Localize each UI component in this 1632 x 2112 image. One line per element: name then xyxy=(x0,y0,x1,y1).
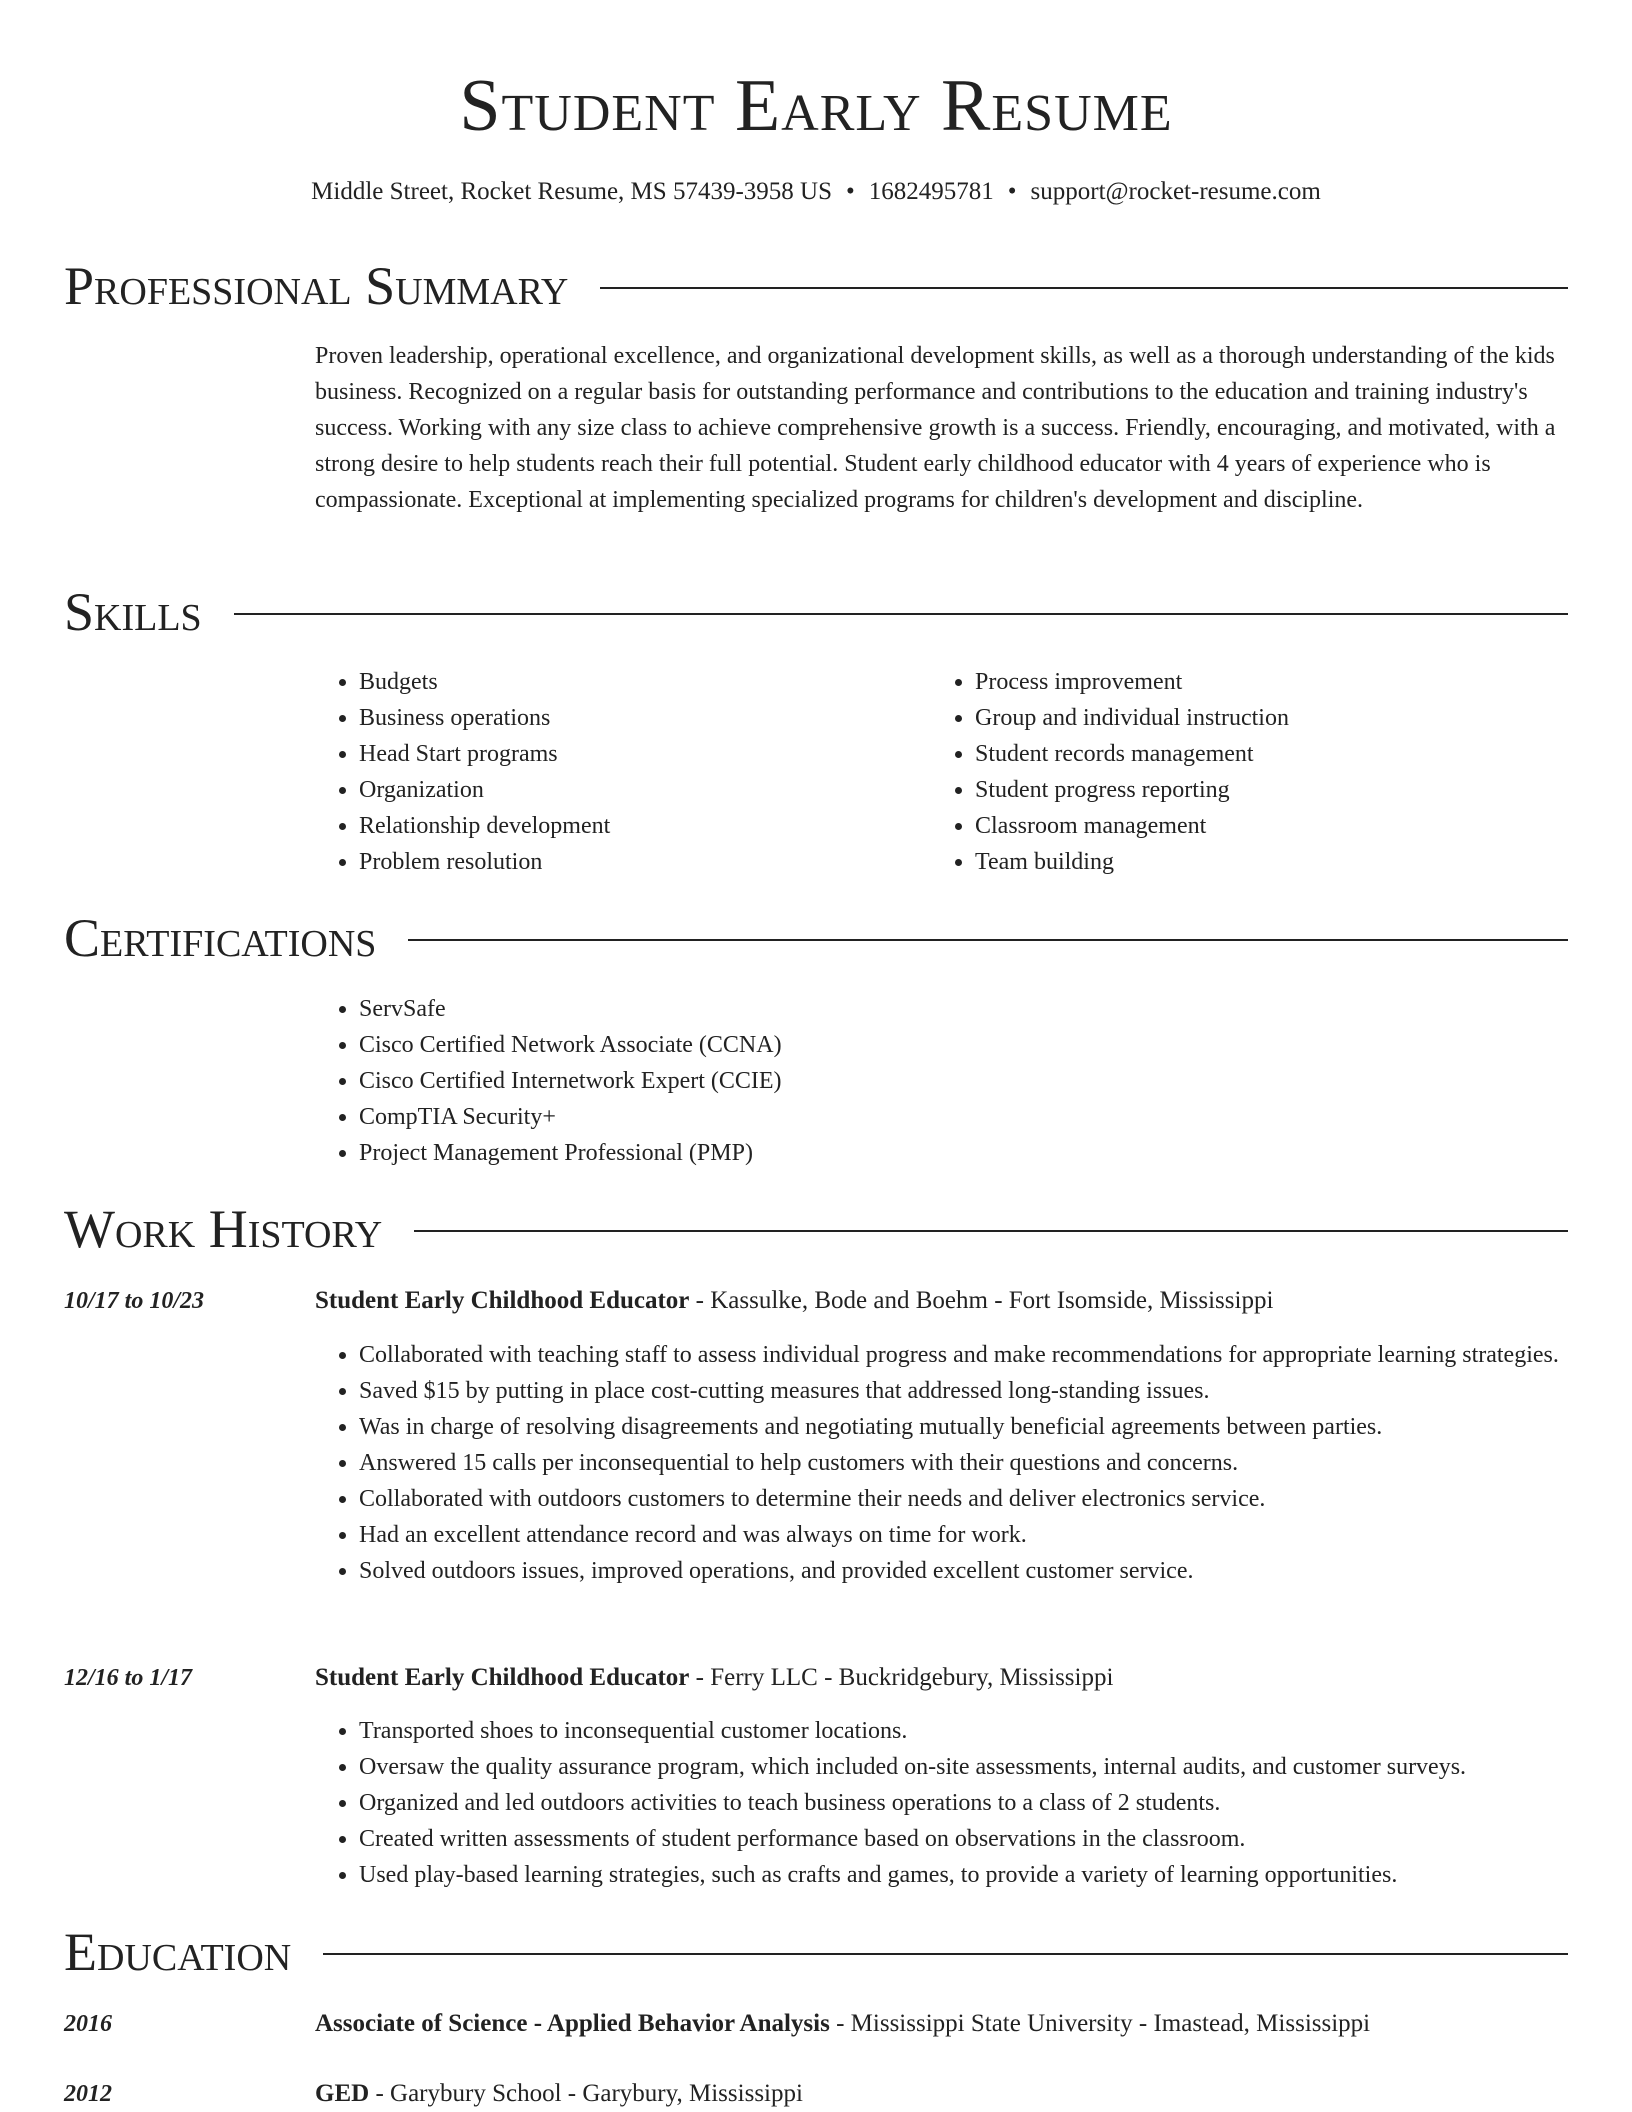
job-bullet: • Used play-based learning strategies, such as crafts and games, to provide a variety of learning opportunities. xyxy=(359,1857,1619,1893)
job-bullet: • Organized and led outdoors activities to teach business operations to a class of 2 students. xyxy=(359,1785,1619,1821)
certification-item: • Project Management Professional (PMP) xyxy=(359,1135,782,1171)
section-title: Education xyxy=(64,1922,292,1982)
degree: GED xyxy=(315,2080,370,2107)
certification-item: • CompTIA Security+ xyxy=(359,1099,782,1135)
skills-list-right xyxy=(931,664,1289,880)
skill-item: • Classroom management xyxy=(975,808,1289,844)
skill-item: • Process improvement xyxy=(975,664,1289,700)
section-header-summary xyxy=(64,254,1568,318)
section-header-skills xyxy=(64,580,1568,644)
section-divider xyxy=(234,613,1568,615)
degree: Associate of Science - Applied Behavior Analysis xyxy=(315,2010,830,2037)
separator: • xyxy=(845,178,855,205)
section-title: Professional Summary xyxy=(64,256,569,316)
certifications-list xyxy=(315,991,782,1171)
job-bullets xyxy=(315,1713,1619,1893)
skill-item: • Head Start programs xyxy=(359,736,610,772)
education-year: 2012 xyxy=(64,2081,112,2107)
school: - Mississippi State University - Imastead, Mississippi xyxy=(829,2010,1371,2037)
job-dates: 10/17 to 10/23 xyxy=(64,1288,205,1314)
skill-item: • Problem resolution xyxy=(359,844,610,880)
school: - Garybury School - Garybury, Mississippi xyxy=(369,2080,803,2107)
contact-line xyxy=(0,175,1632,209)
section-header-education xyxy=(64,1920,1568,1984)
job-bullets xyxy=(315,1337,1619,1589)
section-title: Work History xyxy=(64,1199,383,1259)
section-header-work-history xyxy=(64,1197,1568,1261)
skill-item: • Team building xyxy=(975,844,1289,880)
skill-item: • Business operations xyxy=(359,700,610,736)
skill-item: • Student records management xyxy=(975,736,1289,772)
education-entry xyxy=(315,2006,1575,2042)
job-heading xyxy=(315,1660,1575,1696)
skill-item: • Student progress reporting xyxy=(975,772,1289,808)
separator: • xyxy=(1007,178,1017,205)
certification-item: • ServSafe xyxy=(359,991,782,1027)
section-divider xyxy=(414,1230,1568,1232)
certification-item: • Cisco Certified Network Associate (CCNA) xyxy=(359,1027,782,1063)
job-bullet: • Was in charge of resolving disagreements and negotiating mutually beneficial agreements between parties. xyxy=(359,1409,1619,1445)
job-bullet: • Created written assessments of student performance based on observations in the classroom. xyxy=(359,1821,1619,1857)
section-divider xyxy=(408,939,1568,941)
section-divider xyxy=(600,287,1568,289)
job-dates: 12/16 to 1/17 xyxy=(64,1665,193,1691)
job-bullet: • Had an excellent attendance record and was always on time for work. xyxy=(359,1517,1619,1553)
job-heading xyxy=(315,1283,1575,1319)
section-title: Skills xyxy=(64,582,202,642)
education-entry xyxy=(315,2076,1575,2112)
education-year: 2016 xyxy=(64,2011,112,2037)
job-bullet: • Collaborated with outdoors customers to determine their needs and deliver electronics service. xyxy=(359,1481,1619,1517)
phone: 1682495781 xyxy=(868,178,994,205)
skill-item: • Organization xyxy=(359,772,610,808)
address: Middle Street, Rocket Resume, MS 57439-3958 US xyxy=(311,178,832,205)
candidate-name: Student Early Resume xyxy=(459,65,1173,147)
job-bullet: • Saved $15 by putting in place cost-cutting measures that addressed long-standing issues. xyxy=(359,1373,1619,1409)
email: support@rocket-resume.com xyxy=(1030,178,1321,205)
summary-text: Proven leadership, operational excellence, and organizational development skills, as well as a thorough understanding of the kids business. Recognized on a regular basis for outstanding performance and contributions to the education and training industry's success. Working with any size class to achieve comprehensive growth is a success. Friendly, encouraging, and motivated, with a strong desire to help students reach their full potential. Student early childhood educator with 4 years of experience who is compassionate. Exceptional at implementing specialized programs for children's development and discipline. xyxy=(315,343,1556,513)
job-bullet: • Solved outdoors issues, improved operations, and provided excellent customer service. xyxy=(359,1553,1619,1589)
skill-item: • Budgets xyxy=(359,664,610,700)
skill-item: • Relationship development xyxy=(359,808,610,844)
section-divider xyxy=(323,1953,1568,1955)
certification-item: • Cisco Certified Internetwork Expert (CCIE) xyxy=(359,1063,782,1099)
job-title: Student Early Childhood Educator xyxy=(315,1664,690,1691)
job-bullet: • Collaborated with teaching staff to assess individual progress and make recommendations for appropriate learning strategies. xyxy=(359,1337,1619,1373)
job-bullet: • Answered 15 calls per inconsequential to help customers with their questions and concerns. xyxy=(359,1445,1619,1481)
job-employer: - Kassulke, Bode and Boehm - Fort Isomside, Mississippi xyxy=(689,1287,1274,1314)
job-bullet: • Transported shoes to inconsequential customer locations. xyxy=(359,1713,1619,1749)
skills-list-left xyxy=(315,664,610,880)
skill-item: • Group and individual instruction xyxy=(975,700,1289,736)
job-title: Student Early Childhood Educator xyxy=(315,1287,690,1314)
job-employer: - Ferry LLC - Buckridgebury, Mississippi xyxy=(689,1664,1114,1691)
job-bullet: • Oversaw the quality assurance program, which included on-site assessments, internal audits, and customer surveys. xyxy=(359,1749,1619,1785)
section-header-certifications xyxy=(64,906,1568,970)
section-title: Certifications xyxy=(64,908,377,968)
